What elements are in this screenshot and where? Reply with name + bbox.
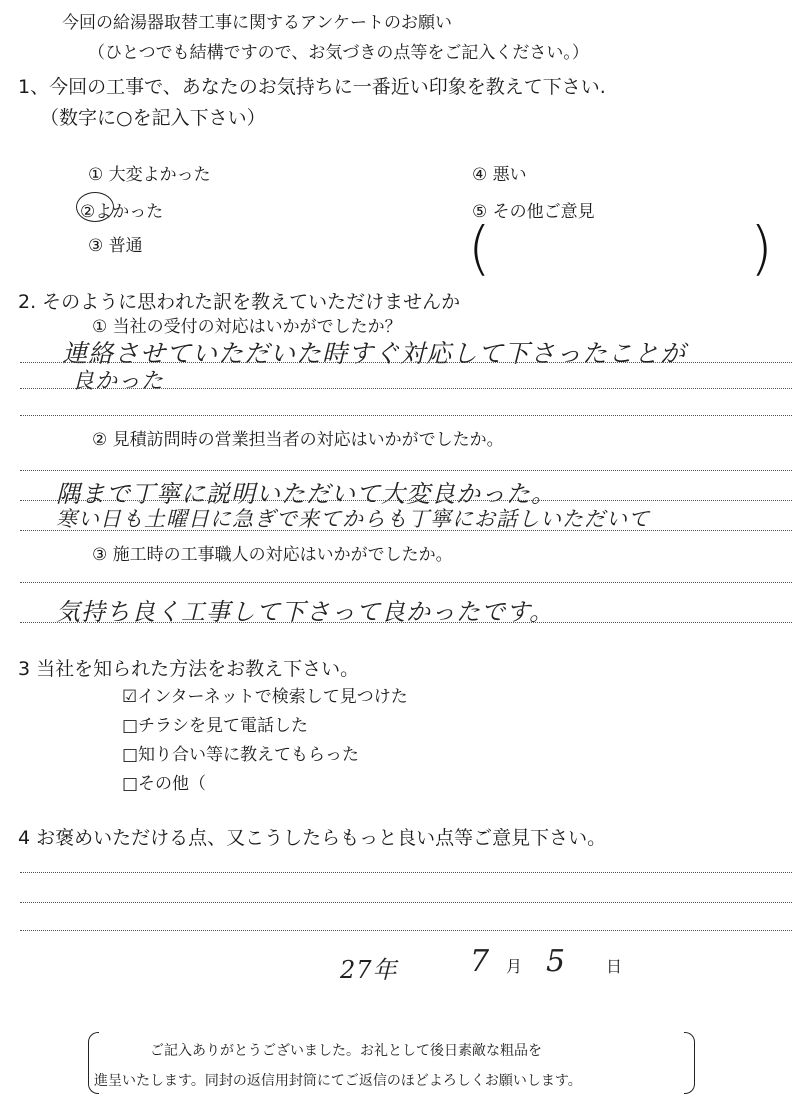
- date-day-label: 日: [606, 957, 623, 976]
- q3-option-other[interactable]: □その他（: [122, 774, 207, 794]
- other-close-bracket: ): [750, 214, 773, 282]
- date-month-label: 月: [506, 957, 523, 976]
- q2-sub3: ③ 施工時の工事職人の対応はいかがでしたか。: [92, 545, 453, 565]
- answer-line: [20, 902, 792, 903]
- q1-option-3[interactable]: ③ 普通: [88, 236, 143, 256]
- answer-line: [20, 582, 792, 583]
- q3-option-flyer[interactable]: □チラシを見て電話した: [122, 716, 309, 736]
- q1-option-2[interactable]: ②よかった: [80, 202, 164, 222]
- q3-option-internet[interactable]: ☑インターネットで検索して見つけた: [122, 687, 408, 707]
- q1-option-1[interactable]: ① 大変よかった: [88, 165, 211, 185]
- q2-question: 2. そのように思われた訳を教えていただけませんか: [18, 291, 461, 313]
- q3-question: 3 当社を知られた方法をお教え下さい。: [18, 658, 360, 680]
- footer-line1: ご記入ありがとうございました。お礼として後日素敵な粗品を: [150, 1043, 542, 1059]
- answer-line: [20, 415, 792, 416]
- q3-option-acquaintance[interactable]: □知り合い等に教えてもらった: [122, 745, 360, 765]
- answer-line: [20, 388, 792, 389]
- answer-line: [20, 500, 792, 501]
- q2-sub1: ① 当社の受付の対応はいかがでしたか？: [92, 317, 402, 337]
- q4-question: 4 お褒めいただける点、又こうしたらもっと良い点等ご意見下さい。: [18, 827, 607, 849]
- date-day-value: 5: [546, 944, 567, 979]
- q2-sub2: ② 見積訪問時の営業担当者の対応はいかがでしたか。: [92, 430, 504, 450]
- survey-subtitle: （ひとつでも結構ですので、お気づきの点等をご記入ください。）: [88, 43, 589, 63]
- q1-option-5[interactable]: ⑤ その他ご意見: [472, 202, 595, 222]
- answer-line: [20, 622, 792, 623]
- answer3-line1: 気持ち良く工事して下さって良かったです。: [56, 598, 555, 626]
- selection-circle-mark: [76, 192, 114, 222]
- q1-question: 1、今回の工事で、あなたのお気持ちに一番近い印象を教えて下さい.: [18, 76, 606, 98]
- survey-title: 今回の給湯器取替工事に関するアンケートのお願い: [62, 13, 452, 33]
- answer-line: [20, 872, 792, 873]
- answer2-line2: 寒い日も土曜日に急ぎで来てからも丁寧にお話しいただいて: [56, 507, 650, 531]
- q1-option-4[interactable]: ④ 悪い: [472, 165, 527, 185]
- footer-line2: 進呈いたします。同封の返信用封筒にてご返信のほどよろしくお願いします。: [94, 1073, 582, 1089]
- answer2-line1: 隅まで丁寧に説明いただいて大変良かった。: [56, 480, 556, 508]
- answer1-line1: 連絡させていただいた時すぐ対応して下さったことが: [62, 339, 687, 368]
- date-year: 27年: [340, 956, 398, 984]
- answer1-line2: 良かった: [72, 369, 165, 394]
- footer-right-bracket: [684, 1032, 695, 1094]
- other-open-bracket: (: [468, 214, 491, 282]
- answer-line: [20, 362, 792, 363]
- answer-line: [20, 930, 792, 931]
- answer-line: [20, 530, 792, 531]
- q1-instruction: （数字に○を記入下さい）: [40, 107, 266, 129]
- date-month-value: 7: [470, 944, 491, 979]
- answer-line: [20, 470, 792, 471]
